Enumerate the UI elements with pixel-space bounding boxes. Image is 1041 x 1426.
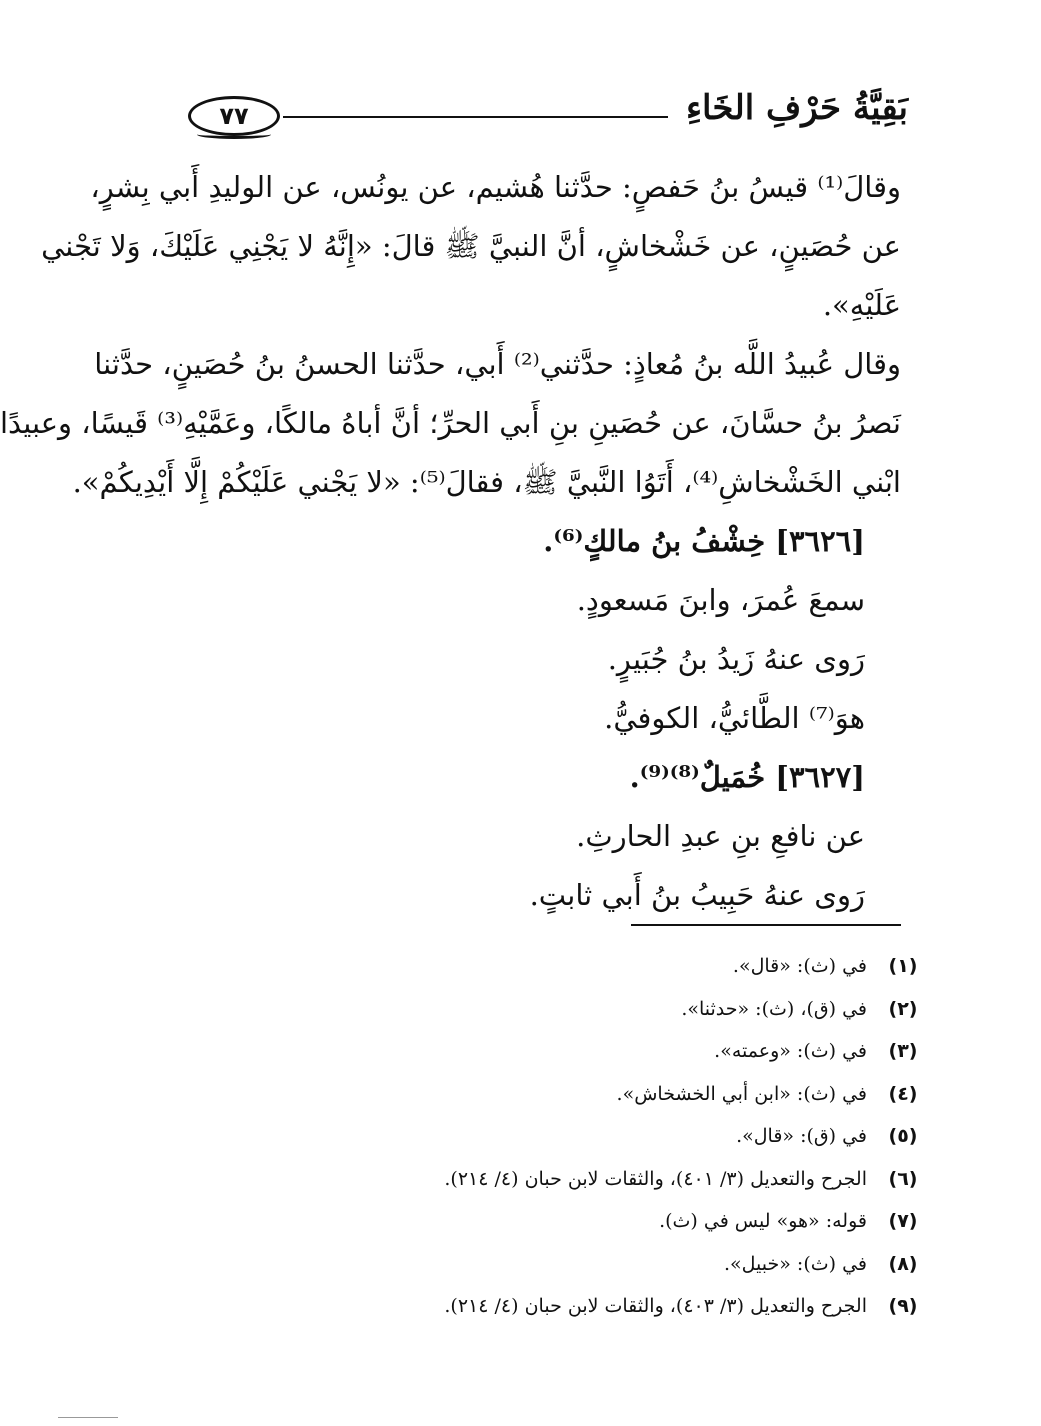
- running-header: [188, 88, 908, 148]
- entry-line: سمعَ عُمرَ، وابنَ مَسعودٍ.: [576, 583, 865, 617]
- footnote-text: في (ث): «وعمته».: [714, 1040, 867, 1062]
- footnote: [209, 1073, 929, 1116]
- footnote: [209, 945, 929, 988]
- footnote-text: في (ث): «خبيل».: [723, 1252, 867, 1275]
- header-rule: [283, 116, 668, 118]
- text-line: ابْني الخَشْخاشِ⁽⁴⁾، أَتَوُا النَّبيَّ ﷺ، فقالَ⁽⁵⁾: «لا يَجْني عَلَيْكُمْ إِلَّا أَيْدِيكُمْ».: [72, 465, 901, 499]
- entry-line: رَوى عنهُ حَبِيبُ بنُ أَبي ثابتٍ.: [529, 878, 865, 912]
- entry-line: عن نافعِ بنِ عبدِ الحارثِ.: [576, 819, 865, 853]
- scan-edge-mark: [58, 1417, 118, 1418]
- footnote: [209, 1285, 929, 1328]
- footnote-separator: [631, 924, 901, 926]
- page-number: ٧٧: [188, 96, 280, 136]
- footnote-number: (٦): [888, 1167, 918, 1190]
- footnote: [209, 1243, 929, 1286]
- entry-line: رَوى عنهُ زَيدُ بنُ جُبَيرٍ.: [607, 642, 865, 676]
- text-line: عَلَيْهِ».: [822, 288, 901, 322]
- running-title: بَقِيَّةُ حَرْفِ الخَاءِ: [686, 88, 908, 128]
- footnote-number: (٥): [888, 1125, 918, 1147]
- footnote: [209, 1158, 929, 1201]
- footnote: [209, 1115, 929, 1158]
- footnote: [209, 1200, 929, 1243]
- main-text: [0, 158, 901, 925]
- text-line: عن حُصَينٍ، عن خَشْخاشٍ، أنَّ النبيَّ ﷺ قالَ: «إِنَّهُ لا يَجْنِي عَلَيْكَ، وَلا تَجْني: [41, 229, 901, 263]
- footnotes: [209, 945, 929, 1328]
- footnote-number: (٧): [888, 1210, 918, 1232]
- footnote-number: (٣): [888, 1040, 918, 1062]
- footnote-number: (٩): [888, 1295, 918, 1317]
- footnote: [209, 1030, 929, 1073]
- footnote: [209, 988, 929, 1031]
- footnote-text: قوله: «هو» ليس في (ث).: [659, 1210, 867, 1232]
- footnote-text: في (ث): «قال».: [732, 955, 867, 977]
- footnote-text: في (ق): «قال».: [736, 1125, 867, 1147]
- footnote-number: (١): [888, 955, 918, 977]
- text-line: وقالَ⁽¹⁾ قيسُ بنُ حَفصٍ: حدَّثنا هُشيم، عن يونُس، عن الوليدِ أَبي بِشرٍ،: [90, 170, 901, 204]
- text-line: نَصرُ بنُ حسَّانَ، عن حُصَينِ بنِ أَبي الحرِّ؛ أنَّ أباهُ مالكًا، وعَمَّيْهِ⁽³⁾ قَيسًا، وعبيدًا: [0, 406, 901, 440]
- footnote-text: الجرح والتعديل (٣/ ٤٠١)، والثقات لابن حبان (٤/ ٢١٤).: [444, 1167, 867, 1190]
- footnote-number: (٢): [888, 997, 918, 1020]
- entry-line: هوَ⁽⁷⁾ الطَّائيُّ، الكوفيُّ.: [604, 701, 865, 735]
- footnote-number: (٤): [888, 1082, 918, 1105]
- entry-heading: [٣٦٢٦] خِشْفُ بنُ مالكٍ⁽⁶⁾.: [543, 524, 865, 558]
- text-line: وقال عُبيدُ اللَّه بنُ مُعاذٍ: حدَّثني⁽²⁾ أَبي، حدَّثنا الحسنُ بنُ حُصَينٍ، حدَّثنا: [94, 347, 901, 381]
- footnote-text: الجرح والتعديل (٣/ ٤٠٣)، والثقات لابن حبان (٤/ ٢١٤).: [444, 1295, 867, 1317]
- footnote-text: في (ث): «ابن أبي الخشخاش».: [616, 1082, 867, 1105]
- footnote-number: (٨): [888, 1252, 918, 1275]
- entry-heading: [٣٦٢٧] خُمَيلٌ⁽⁸⁾⁽⁹⁾.: [629, 760, 865, 794]
- footnote-text: في (ق)، (ث): «حدثنا».: [681, 997, 867, 1020]
